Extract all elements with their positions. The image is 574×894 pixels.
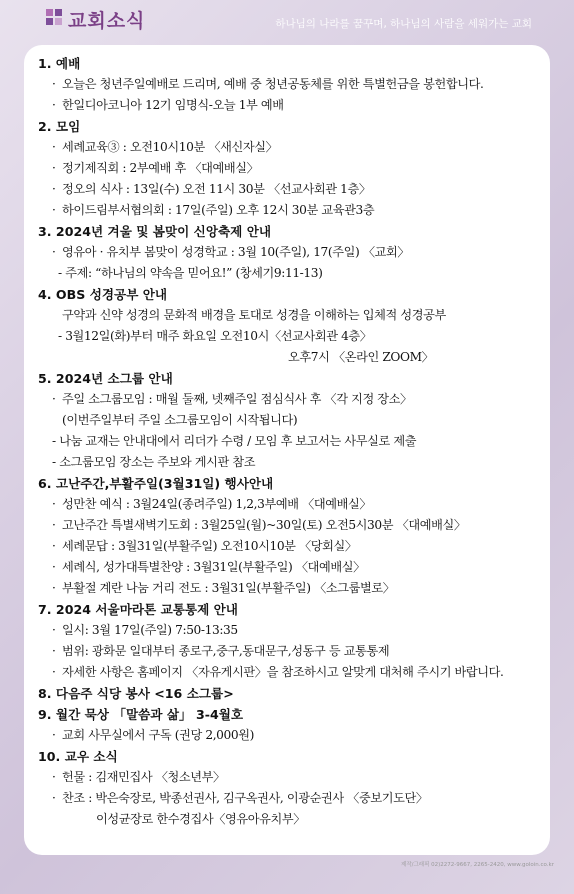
section-title: 1. 예배	[38, 56, 81, 71]
section-line: - 나눔 교재는 안내대에서 리더가 수령 / 모임 후 보고서는 사무실로 제출	[38, 431, 544, 452]
section-line: · 하이드림부서협의회 : 17일(주일) 오후 12시 30분 교육관3층	[38, 200, 544, 221]
section-line: - 주제: “하나님의 약속을 믿어요!” (창세기9:11-13)	[38, 263, 544, 284]
section-title: 9. 월간 묵상 「말씀과 삶」 3-4월호	[38, 707, 244, 722]
footer-credit: 제작/그래픽 02)2272-9667, 2265-2420, www.goloin.co.kr	[401, 862, 554, 868]
header	[0, 0, 574, 42]
section-line: · 범위: 광화문 일대부터 종로구,중구,동대문구,성동구 등 교통통제	[38, 641, 544, 662]
news-section	[38, 704, 544, 746]
section-line: 구약과 신약 성경의 문화적 배경을 토대로 성경을 이해하는 입체적 성경공부	[62, 308, 446, 322]
section-line: · 찬조 : 박은숙장로, 박종선권사, 김구옥권사, 이광순권사 〈중보기도단〉	[38, 788, 544, 809]
section-title: 4. OBS 성경공부 안내	[38, 287, 168, 302]
section-title: 3. 2024년 겨울 및 봄맞이 신앙축제 안내	[38, 224, 272, 239]
section-line: - 소그룹모임 장소는 주보와 게시판 참조	[38, 452, 544, 473]
section-line: · 영유아 · 유치부 봄맞이 성경학교 : 3월 10(주일), 17(주일) 〈교회〉	[38, 242, 544, 263]
section-title: 2. 모임	[38, 119, 81, 134]
news-section	[38, 368, 544, 473]
news-section	[38, 221, 544, 284]
section-line: (이번주일부터 주일 소그룹모임이 시작됩니다)	[62, 413, 298, 427]
section-line: · 부활절 계란 나눔 거리 전도 : 3월31일(부활주일) 〈소그룹별로〉	[38, 578, 544, 599]
section-line: · 자세한 사항은 홈페이지 〈자유게시판〉을 참조하시고 알맞게 대처해 주시기 바랍니다.	[38, 662, 544, 683]
section-line: · 정오의 식사 : 13일(수) 오전 11시 30분 〈선교사회관 1층〉	[38, 179, 544, 200]
section-line: · 정기제직회 : 2부예배 후 〈대예배실〉	[38, 158, 544, 179]
section-line: · 고난주간 특별새벽기도회 : 3월25일(월)~30일(토) 오전5시30분 〈대예배실〉	[38, 515, 544, 536]
page-title: 교회소식	[68, 10, 146, 32]
section-line: · 세례문답 : 3월31일(부활주일) 오전10시10분 〈당회실〉	[38, 536, 544, 557]
section-title: 5. 2024년 소그룹 안내	[38, 371, 173, 386]
section-line: · 세례식, 성가대특별찬양 : 3월31일(부활주일) 〈대예배실〉	[38, 557, 544, 578]
section-title: 8. 다음주 식당 봉사 <16 소그룹>	[38, 686, 234, 701]
news-section	[38, 116, 544, 221]
news-section	[38, 683, 544, 704]
section-line: 오후7시 〈온라인 ZOOM〉	[288, 350, 434, 364]
news-card	[24, 45, 550, 855]
section-line: - 3월12일(화)부터 매주 화요일 오전10시〈선교사회관 4층〉	[38, 326, 544, 347]
section-title: 7. 2024 서울마라톤 교통통제 안내	[38, 602, 238, 617]
section-line: 이성균장로 한수경집사〈영유아유치부〉	[96, 812, 306, 826]
section-line: · 교회 사무실에서 구독 (권당 2,000원)	[38, 725, 544, 746]
section-line: · 주일 소그룹모임 : 매월 둘째, 넷째주일 점심식사 후 〈각 지정 장소〉	[38, 389, 544, 410]
news-section	[38, 53, 544, 116]
news-section	[38, 599, 544, 683]
section-title: 6. 고난주간,부활주일(3월31일) 행사안내	[38, 476, 274, 491]
section-line: · 세례교육③ : 오전10시10분 〈새신자실〉	[38, 137, 544, 158]
section-title: 10. 교우 소식	[38, 749, 118, 764]
news-section	[38, 284, 544, 368]
news-section	[38, 473, 544, 599]
church-slogan: 하나님의 나라를 꿈꾸며, 하나님의 사람을 세워가는 교회	[275, 18, 532, 30]
section-line: · 일시: 3월 17일(주일) 7:50-13:35	[38, 620, 544, 641]
section-line: · 성만찬 예식 : 3월24일(종려주일) 1,2,3부예배 〈대예배실〉	[38, 494, 544, 515]
news-section	[38, 746, 544, 830]
news-content	[38, 53, 544, 830]
section-line: · 오늘은 청년주일예배로 드리며, 예배 중 청년공동체를 위한 특별헌금을 봉헌합니다.	[38, 74, 544, 95]
section-line: · 한일디아코니아 12기 임명식-오늘 1부 예배	[38, 95, 544, 116]
section-line: · 헌물 : 김재민집사 〈청소년부〉	[38, 767, 544, 788]
logo-squares-icon	[46, 9, 62, 25]
